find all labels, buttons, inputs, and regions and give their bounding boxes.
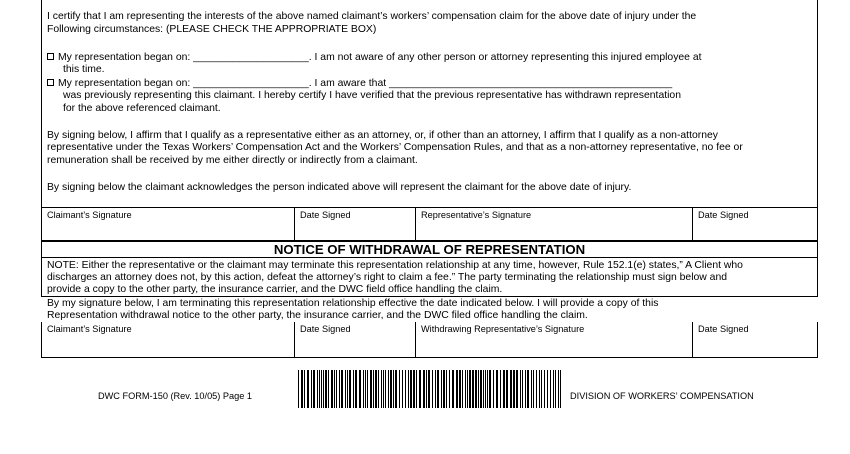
terminate-line-1: By my signature below, I am terminating this representation relationship effective the date indicated below. I will provide a copy of this [47, 298, 659, 309]
withdrawal-heading: NOTICE OF WITHDRAWAL OF REPRESENTATION [41, 241, 818, 257]
representative-date-label: Date Signed [698, 210, 749, 220]
option-2-checkbox[interactable] [47, 79, 54, 86]
withdrawing-representative-date-label: Date Signed [698, 324, 749, 334]
claimant-signature-label: Claimant’s Signature [47, 210, 132, 220]
option-1-line-1 [47, 52, 702, 64]
representative-signature-field[interactable] [416, 208, 693, 240]
acknowledge-text: By signing below the claimant acknowledges the person indicated above will represent the claimant for the above date of injury. [47, 182, 632, 193]
claimant-date-field[interactable] [295, 208, 416, 240]
withdrawing-representative-signature-field[interactable] [416, 322, 693, 357]
representative-signature-label: Representative’s Signature [421, 210, 532, 220]
option-2-line-3: for the above referenced claimant. [63, 103, 221, 114]
terminate-line-2: Representation withdrawal notice to the other party, the insurance carrier, and the DWC filed office handling the claim. [47, 310, 588, 321]
claimant-date-label: Date Signed [300, 210, 351, 220]
option-1-line-2: this time. [63, 64, 105, 75]
certify-line-2: Following circumstances: (PLEASE CHECK THE APPROPRIATE BOX) [47, 24, 377, 35]
note-line-3: provide a copy to the other party, the insurance carrier, and the DWC field office handling the claim. [47, 284, 503, 295]
option-2-line-2: was previously representing this claimant. I hereby certify I have verified that the previous representative has withdrawn representation [63, 90, 681, 101]
signature-row-withdrawal [41, 322, 818, 358]
withdrawing-representative-signature-label: Withdrawing Representative’s Signature [421, 324, 585, 334]
option-1-text: My representation began on: ____________________. I am not aware of any other person or attorney representing this injured employee at [58, 52, 702, 63]
withdraw-claimant-signature-label: Claimant’s Signature [47, 324, 132, 334]
option-2-line-1 [47, 78, 672, 90]
note-line-1: NOTE: Either the representative or the claimant may terminate this representation relationship at any time, however, Rule 152.1(e) states,” A Client who [47, 260, 743, 271]
signature-row-representation [41, 207, 818, 241]
withdraw-claimant-signature-field[interactable] [42, 322, 295, 357]
option-2-text: My representation began on: ____________________. I am aware that _________________________________________________ [58, 78, 673, 89]
division-name: DIVISION OF WORKERS’ COMPENSATION [570, 391, 754, 401]
withdraw-claimant-date-field[interactable] [295, 322, 416, 357]
certify-line-1: I certify that I am representing the interests of the above named claimant’s workers’ compensation claim for the above date of injury under the [47, 11, 697, 22]
affirm-line-1: By signing below, I affirm that I qualify as a representative either as an attorney, or, if other than an attorney, I affirm that I qualify as a non-attorney [47, 130, 718, 141]
affirm-line-2: representative under the Texas Workers’ Compensation Act and the Workers’ Compensation Rules, and that as a non-attorney representative, no fee or [47, 142, 743, 153]
affirm-line-3: remuneration shall be received by me either directly or indirectly from a claimant. [47, 155, 418, 166]
representative-date-field[interactable] [693, 208, 817, 240]
withdraw-claimant-date-label: Date Signed [300, 324, 351, 334]
option-1-checkbox[interactable] [47, 53, 54, 60]
claimant-signature-field[interactable] [42, 208, 295, 240]
withdrawing-representative-date-field[interactable] [693, 322, 817, 357]
form-barcode [297, 370, 563, 408]
note-line-2: discharges an attorney does not, by this action, defeat the attorney’s right to claim a fee.” The party terminating the relationship must sign below and [47, 272, 728, 283]
form-number: DWC FORM-150 (Rev. 10/05) Page 1 [98, 391, 253, 401]
